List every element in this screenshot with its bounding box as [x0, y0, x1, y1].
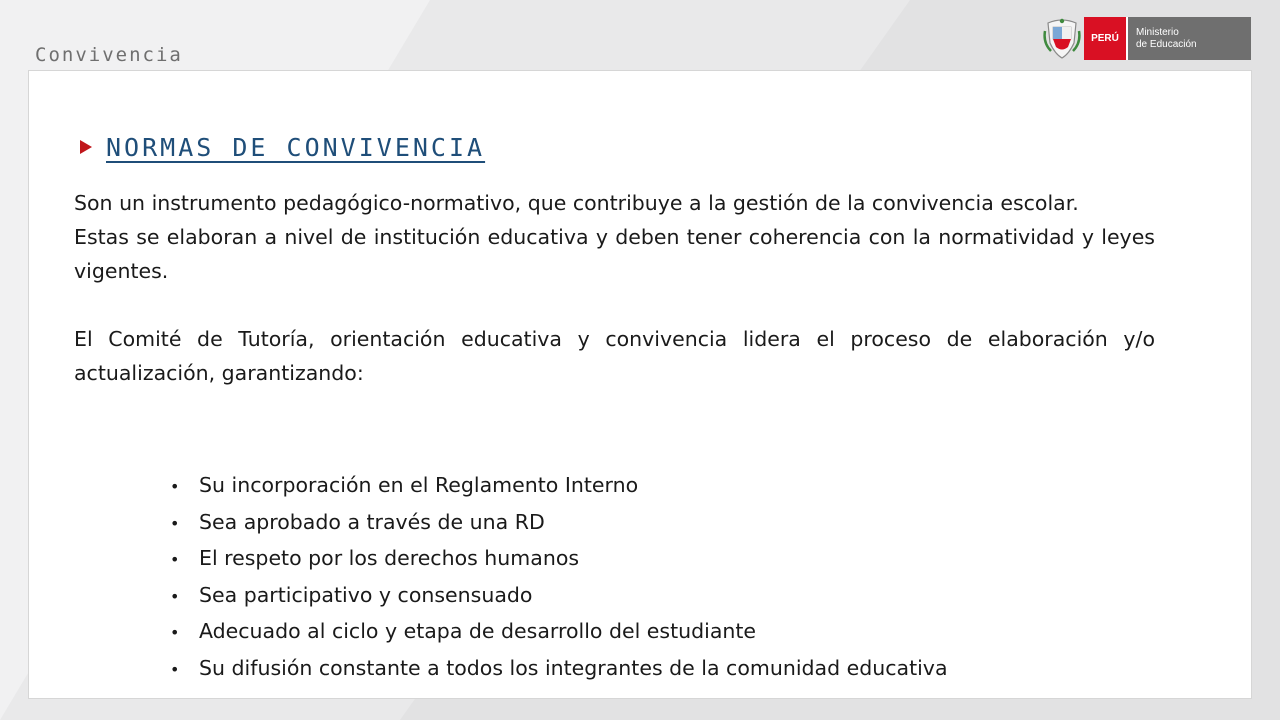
- paragraph-2: Estas se elaboran a nivel de institución educativa y deben tener coherencia con la normatividad y leyes vigentes.: [74, 225, 1155, 283]
- paragraph-1: Son un instrumento pedagógico-normativo, que contribuye a la gestión de la convivencia escolar.: [74, 191, 1079, 215]
- bullet-icon: •: [170, 477, 180, 496]
- ministry-label: [1126, 17, 1251, 60]
- coat-of-arms-icon: [1043, 17, 1081, 60]
- list-item-text: Sea aprobado a través de una RD: [199, 509, 545, 534]
- bullet-icon: •: [170, 513, 180, 533]
- list-item: [170, 578, 948, 615]
- list-item-text: Sea participativo y consensuado: [199, 582, 533, 607]
- paragraph-3: El Comité de Tutoría, orientación educativa y convivencia lidera el proceso de elaboración y/o actualización, garantizando:: [74, 327, 1155, 385]
- bullet-icon: •: [170, 659, 180, 679]
- list-item: [170, 505, 948, 542]
- list-item-text: Adecuado al ciclo y etapa de desarrollo del estudiante: [199, 619, 757, 643]
- list-item: [170, 651, 948, 688]
- bullet-list: [170, 468, 948, 687]
- ministry-line-1: Ministerio: [1136, 26, 1179, 38]
- ministry-line-2: de Educación: [1136, 38, 1197, 50]
- bullet-icon: •: [170, 623, 180, 642]
- list-item-text: El respeto por los derechos humanos: [199, 546, 580, 570]
- list-item: [170, 468, 948, 505]
- ministry-logo: [1043, 17, 1251, 60]
- list-item-text: Su difusión constante a todos los integrantes de la comunidad educativa: [199, 655, 948, 680]
- body-text: [74, 186, 1155, 390]
- list-item: [170, 541, 948, 578]
- bullet-icon: •: [170, 550, 180, 569]
- peru-label: PERÚ: [1084, 17, 1126, 60]
- list-item-text: Su incorporación en el Reglamento Interno: [199, 473, 639, 497]
- play-triangle-icon: [80, 140, 92, 154]
- section-title-link[interactable]: NORMAS DE CONVIVENCIA: [106, 132, 486, 162]
- list-item: [170, 614, 948, 651]
- brand-line-1: Convivencia: [35, 44, 183, 66]
- section-heading: [80, 127, 485, 167]
- spacer: [74, 288, 1155, 322]
- bullet-icon: •: [170, 586, 180, 606]
